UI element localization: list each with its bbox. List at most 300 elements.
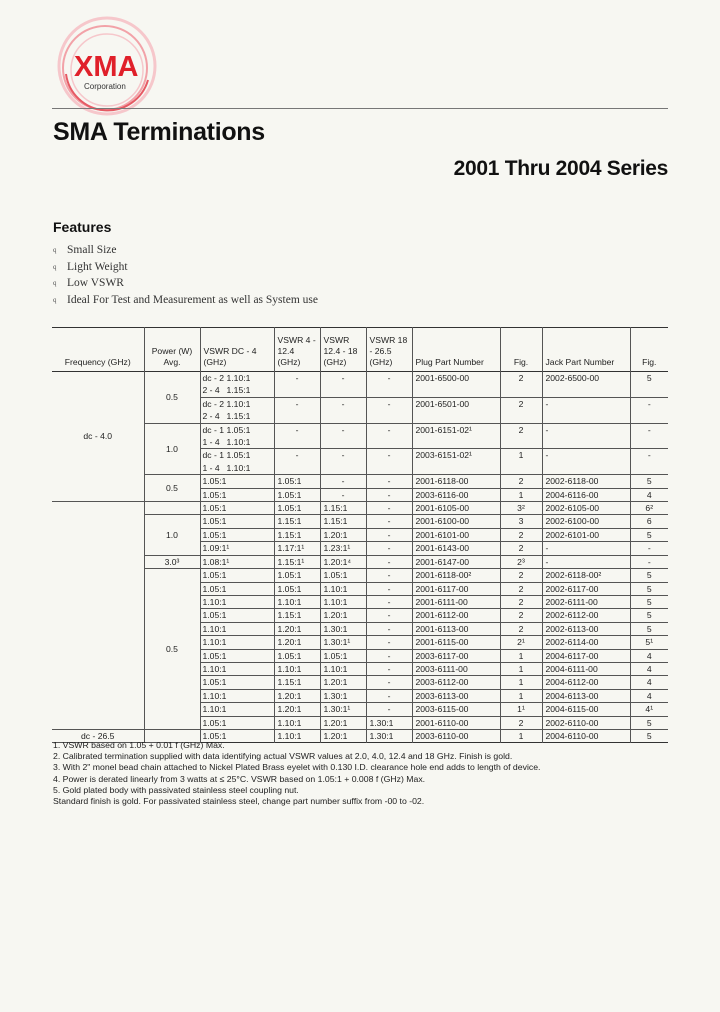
vswr-18-265-cell: 1.30:1 bbox=[366, 729, 412, 742]
footnote: 3. With 2" monel bead chain attached to Nickel Plated Brass eyelet with 0.130 I.D. clearance hole end adds to length of device. bbox=[53, 762, 541, 773]
table-row bbox=[52, 555, 668, 568]
vswr-dc4-range: 1.10:1 bbox=[202, 623, 227, 634]
vswr-dc4-cell bbox=[200, 703, 274, 716]
vswr-dc4-cell bbox=[200, 502, 274, 515]
jack-fig-cell bbox=[630, 436, 668, 449]
jack-fig-cell: 4 bbox=[646, 650, 652, 661]
jack-part-cell: 2002-6114-00 bbox=[542, 636, 630, 649]
vswr-dc4-value: 1.10:1 bbox=[226, 398, 251, 409]
vswr-18-265-cell: - bbox=[366, 689, 412, 702]
vswr-dc4-cell bbox=[200, 515, 274, 528]
col-vswr-124-18: VSWR 12.4 - 18 (GHz) bbox=[320, 328, 366, 372]
jack-part-cell bbox=[542, 384, 630, 397]
vswr-dc4-cell bbox=[200, 662, 274, 675]
jack-fig-cell: 5¹ bbox=[645, 637, 654, 648]
vswr-dc4-value: 1.10:1 bbox=[226, 462, 251, 473]
plug-fig-cell: 1 bbox=[500, 488, 542, 501]
vswr-18-265-cell: 1.30:1 bbox=[366, 716, 412, 729]
col-fig-jack: Fig. bbox=[642, 357, 657, 367]
plug-fig-cell bbox=[500, 384, 542, 397]
vswr-124-18-cell: - bbox=[320, 488, 366, 501]
jack-fig-cell: 5 bbox=[646, 596, 652, 607]
plug-part-cell: 2003-6110-00 bbox=[412, 729, 500, 742]
logo-wordmark: XMA bbox=[74, 51, 139, 83]
vswr-dc4-range: 1.05:1 bbox=[202, 583, 227, 594]
bullet-icon: q bbox=[53, 262, 57, 271]
footnote: 2. Calibrated termination supplied with data identifying actual VSWR values at 2.0, 4.0, 12.4 and 18 GHz. Finish is gold. bbox=[53, 751, 513, 762]
jack-fig-cell: 5 bbox=[646, 570, 652, 581]
jack-fig-cell: 5 bbox=[646, 373, 652, 383]
vswr-4-124-cell: - bbox=[274, 397, 320, 410]
jack-fig-cell: - bbox=[647, 450, 651, 461]
vswr-124-18-cell bbox=[320, 410, 366, 423]
col-jack: Jack Part Number bbox=[542, 328, 630, 372]
vswr-dc4-range: 1.05:1 bbox=[202, 489, 227, 500]
jack-fig-cell: 5 bbox=[646, 583, 652, 594]
vswr-124-18-cell: - bbox=[320, 397, 366, 410]
vswr-dc4-range: 1 - 4 bbox=[202, 462, 220, 473]
vswr-4-124-cell: 1.20:1 bbox=[274, 622, 320, 635]
vswr-18-265-cell: - bbox=[366, 488, 412, 501]
vswr-dc4-range: 1.05:1 bbox=[202, 503, 227, 514]
jack-fig-cell: 5 bbox=[646, 623, 652, 634]
vswr-18-265-cell: - bbox=[366, 595, 412, 608]
plug-part-cell: 2001-6143-00 bbox=[412, 542, 500, 555]
jack-fig-cell: - bbox=[647, 424, 651, 435]
plug-part-cell: 2001-6111-00 bbox=[412, 595, 500, 608]
vswr-dc4-range: 2 - 4 bbox=[202, 411, 220, 422]
plug-part-cell bbox=[412, 410, 500, 423]
vswr-4-124-cell: 1.05:1 bbox=[274, 488, 320, 501]
vswr-dc4-cell bbox=[200, 384, 274, 397]
jack-part-cell: 2004-6111-00 bbox=[542, 662, 630, 675]
vswr-18-265-cell: - bbox=[366, 449, 412, 462]
plug-part-cell: 2001-6501-00 bbox=[412, 397, 500, 410]
vswr-4-124-cell: 1.20:1 bbox=[274, 689, 320, 702]
footnote: 5. Gold plated body with passivated stainless steel coupling nut. bbox=[53, 784, 299, 795]
plug-part-cell: 2003-6111-00 bbox=[412, 662, 500, 675]
vswr-4-124-cell: 1.10:1 bbox=[274, 716, 320, 729]
jack-fig-cell: 6² bbox=[645, 503, 654, 514]
vswr-124-18-cell bbox=[320, 384, 366, 397]
plug-part-cell: 2003-6113-00 bbox=[412, 689, 500, 702]
vswr-4-124-cell: 1.10:1 bbox=[274, 595, 320, 608]
vswr-dc4-range: 1.05:1 bbox=[202, 516, 227, 527]
plug-part-cell: 2001-6110-00 bbox=[412, 716, 500, 729]
vswr-dc4-value: 1.10:1 bbox=[226, 373, 251, 383]
vswr-4-124-cell: 1.05:1 bbox=[274, 649, 320, 662]
vswr-dc4-range: 2 - 4 bbox=[202, 385, 220, 396]
jack-part-cell: 2004-6116-00 bbox=[542, 488, 630, 501]
vswr-dc4-range: 1.10:1 bbox=[202, 690, 227, 701]
features-list bbox=[53, 242, 318, 309]
vswr-dc4-value: 1.05:1 bbox=[226, 424, 251, 435]
power-cell: 0.5 bbox=[144, 372, 200, 424]
vswr-dc4-cell bbox=[200, 449, 274, 462]
vswr-124-18-cell: 1.05:1 bbox=[320, 569, 366, 582]
power-cell: 0.5 bbox=[144, 569, 200, 730]
vswr-dc4-cell bbox=[200, 397, 274, 410]
col-plug: Plug Part Number bbox=[412, 328, 500, 372]
vswr-18-265-cell: - bbox=[366, 703, 412, 716]
vswr-dc4-range: 1.05:1 bbox=[202, 677, 227, 688]
vswr-dc4-range: dc - 2 bbox=[202, 398, 224, 409]
vswr-4-124-cell: 1.05:1 bbox=[274, 475, 320, 488]
jack-part-cell: - bbox=[542, 542, 630, 555]
power-cell: 1.0 bbox=[144, 515, 200, 555]
vswr-124-18-cell: 1.15:1 bbox=[320, 515, 366, 528]
jack-part-cell: 2002-6101-00 bbox=[542, 528, 630, 541]
page-title: SMA Terminations bbox=[53, 118, 265, 146]
vswr-dc4-value: 1.15:1 bbox=[226, 411, 251, 422]
plug-part-cell: 2001-6113-00 bbox=[412, 622, 500, 635]
power-cell: 3.0³ bbox=[144, 555, 200, 568]
spec-table bbox=[52, 327, 668, 743]
vswr-18-265-cell: - bbox=[366, 622, 412, 635]
vswr-4-124-cell: 1.15:1 bbox=[274, 528, 320, 541]
jack-fig-cell: 4 bbox=[646, 677, 652, 688]
jack-part-cell: - bbox=[542, 423, 630, 436]
plug-fig-cell: 1 bbox=[500, 662, 542, 675]
vswr-dc4-cell bbox=[200, 676, 274, 689]
plug-fig-cell: 2 bbox=[500, 397, 542, 410]
vswr-4-124-cell: 1.15:1 bbox=[274, 515, 320, 528]
feature-item: q Low VSWR bbox=[53, 275, 318, 292]
vswr-124-18-cell: 1.20:1 bbox=[320, 609, 366, 622]
vswr-124-18-cell: 1.10:1 bbox=[320, 582, 366, 595]
jack-part-cell: 2004-6115-00 bbox=[542, 703, 630, 716]
title-rule bbox=[52, 108, 668, 109]
col-frequency: Frequency (GHz) bbox=[52, 328, 144, 372]
plug-part-cell: 2001-6118-00 bbox=[412, 475, 500, 488]
vswr-4-124-cell bbox=[274, 384, 320, 397]
power-cell: 0.5 bbox=[144, 475, 200, 502]
vswr-124-18-cell: 1.20:1 bbox=[320, 716, 366, 729]
vswr-4-124-cell: 1.05:1 bbox=[274, 582, 320, 595]
jack-fig-cell: 5 bbox=[646, 730, 652, 741]
col-vswr-dc4: VSWR DC - 4 (GHz) bbox=[200, 328, 274, 372]
vswr-18-265-cell: - bbox=[366, 662, 412, 675]
vswr-18-265-cell: - bbox=[366, 502, 412, 515]
jack-part-cell bbox=[542, 462, 630, 475]
plug-part-cell bbox=[412, 436, 500, 449]
logo-tagline: Corporation bbox=[84, 82, 126, 91]
jack-part-cell: 2004-6112-00 bbox=[542, 676, 630, 689]
jack-part-cell: 2002-6500-00 bbox=[542, 372, 630, 385]
jack-part-cell bbox=[542, 410, 630, 423]
vswr-dc4-cell bbox=[200, 423, 274, 436]
vswr-124-18-cell: 1.20:1 bbox=[320, 528, 366, 541]
frequency-cell: dc - 4.0 bbox=[52, 372, 144, 502]
vswr-18-265-cell bbox=[366, 410, 412, 423]
vswr-dc4-cell bbox=[200, 410, 274, 423]
plug-part-cell: 2003-6116-00 bbox=[412, 488, 500, 501]
plug-fig-cell: 3² bbox=[500, 502, 542, 515]
vswr-dc4-range: 1.08:1¹ bbox=[202, 556, 230, 567]
vswr-dc4-range: 1 - 4 bbox=[202, 437, 220, 448]
vswr-18-265-cell: - bbox=[366, 569, 412, 582]
table-row bbox=[52, 475, 668, 488]
vswr-124-18-cell: - bbox=[320, 475, 366, 488]
table-row bbox=[52, 372, 668, 385]
vswr-dc4-range: dc - 1 bbox=[202, 424, 224, 435]
jack-fig-cell: 4 bbox=[646, 489, 652, 500]
vswr-4-124-cell: 1.05:1 bbox=[274, 569, 320, 582]
vswr-4-124-cell: - bbox=[274, 372, 320, 385]
vswr-dc4-range: 1.05:1 bbox=[202, 610, 227, 621]
vswr-4-124-cell: 1.15:1 bbox=[274, 676, 320, 689]
vswr-dc4-cell bbox=[200, 436, 274, 449]
vswr-18-265-cell: - bbox=[366, 582, 412, 595]
bullet-icon: q bbox=[53, 279, 57, 288]
plug-fig-cell: 3 bbox=[500, 515, 542, 528]
footnote: Standard finish is gold. For passivated stainless steel, change part number suffix from -00 to -02. bbox=[53, 795, 425, 806]
plug-part-cell: 2003-6117-00 bbox=[412, 649, 500, 662]
vswr-124-18-cell: 1.20:1⁴ bbox=[320, 555, 366, 568]
feature-item: q Small Size bbox=[53, 242, 318, 259]
vswr-dc4-cell bbox=[200, 609, 274, 622]
col-power: Power (W) Avg. bbox=[144, 328, 200, 372]
vswr-dc4-cell bbox=[200, 569, 274, 582]
plug-part-cell: 2003-6151-02¹ bbox=[412, 449, 500, 462]
vswr-4-124-cell: - bbox=[274, 423, 320, 436]
jack-fig-cell: - bbox=[647, 398, 651, 409]
feature-item: q Light Weight bbox=[53, 259, 318, 276]
plug-fig-cell: 1¹ bbox=[500, 703, 542, 716]
vswr-124-18-cell: 1.23:1¹ bbox=[320, 542, 366, 555]
vswr-dc4-cell bbox=[200, 595, 274, 608]
vswr-4-124-cell: 1.20:1 bbox=[274, 636, 320, 649]
vswr-dc4-cell bbox=[200, 488, 274, 501]
footnote: 4. Power is derated linearly from 3 watts at ≤ 25°C. VSWR based on 1.05:1 + 0.008 f (GHz) Max. bbox=[53, 773, 426, 784]
plug-fig-cell: 2 bbox=[500, 609, 542, 622]
jack-part-cell: 2002-6113-00 bbox=[542, 622, 630, 635]
plug-fig-cell: 2³ bbox=[500, 555, 542, 568]
vswr-dc4-range: 1.10:1 bbox=[202, 596, 227, 607]
vswr-18-265-cell: - bbox=[366, 636, 412, 649]
plug-fig-cell: 1 bbox=[500, 729, 542, 742]
vswr-4-124-cell bbox=[274, 410, 320, 423]
plug-fig-cell: 2 bbox=[500, 595, 542, 608]
jack-part-cell: 2002-6118-00 bbox=[542, 475, 630, 488]
plug-fig-cell bbox=[500, 462, 542, 475]
jack-part-cell: 2002-6100-00 bbox=[542, 515, 630, 528]
plug-fig-cell: 2 bbox=[500, 528, 542, 541]
footnote: 1. VSWR based on 1.05 + 0.01 f (GHz) Max. bbox=[53, 740, 225, 750]
vswr-18-265-cell: - bbox=[366, 475, 412, 488]
vswr-4-124-cell: 1.15:1 bbox=[274, 609, 320, 622]
jack-fig-cell bbox=[630, 462, 668, 475]
vswr-dc4-range: 1.09:1¹ bbox=[202, 543, 230, 554]
jack-part-cell: 2002-6118-00² bbox=[542, 569, 630, 582]
vswr-124-18-cell: 1.05:1 bbox=[320, 649, 366, 662]
vswr-dc4-range: 1.10:1 bbox=[202, 704, 227, 715]
vswr-4-124-cell: 1.17:1¹ bbox=[274, 542, 320, 555]
vswr-18-265-cell: - bbox=[366, 423, 412, 436]
plug-part-cell: 2001-6105-00 bbox=[412, 502, 500, 515]
vswr-4-124-cell: 1.10:1 bbox=[274, 729, 320, 742]
col-vswr-18-265: VSWR 18 - 26.5 (GHz) bbox=[366, 328, 412, 372]
jack-part-cell: 2002-6105-00 bbox=[542, 502, 630, 515]
vswr-124-18-cell: - bbox=[320, 449, 366, 462]
jack-fig-cell bbox=[630, 384, 668, 397]
jack-part-cell bbox=[542, 436, 630, 449]
vswr-dc4-cell bbox=[200, 649, 274, 662]
plug-fig-cell: 2 bbox=[500, 622, 542, 635]
plug-fig-cell: 2 bbox=[500, 423, 542, 436]
vswr-dc4-cell bbox=[200, 582, 274, 595]
vswr-18-265-cell: - bbox=[366, 676, 412, 689]
plug-part-cell: 2001-6151-02¹ bbox=[412, 423, 500, 436]
vswr-dc4-range: 1.10:1 bbox=[202, 663, 227, 674]
plug-fig-cell: 2 bbox=[500, 569, 542, 582]
jack-part-cell: 2002-6110-00 bbox=[542, 716, 630, 729]
vswr-4-124-cell: 1.05:1 bbox=[274, 502, 320, 515]
plug-fig-cell: 2 bbox=[500, 372, 542, 385]
vswr-dc4-range: 1.10:1 bbox=[202, 637, 227, 648]
plug-part-cell: 2001-6112-00 bbox=[412, 609, 500, 622]
plug-fig-cell: 1 bbox=[500, 676, 542, 689]
vswr-dc4-range: 1.05:1 bbox=[202, 529, 227, 540]
vswr-18-265-cell: - bbox=[366, 397, 412, 410]
vswr-18-265-cell bbox=[366, 436, 412, 449]
vswr-4-124-cell: 1.15:1¹ bbox=[274, 555, 320, 568]
vswr-4-124-cell: - bbox=[274, 449, 320, 462]
plug-fig-cell bbox=[500, 410, 542, 423]
plug-part-cell: 2003-6112-00 bbox=[412, 676, 500, 689]
vswr-dc4-range: 1.05:1 bbox=[202, 717, 227, 728]
vswr-124-18-cell: 1.30:1 bbox=[320, 689, 366, 702]
vswr-dc4-value: 1.15:1 bbox=[226, 385, 251, 396]
vswr-124-18-cell: - bbox=[320, 423, 366, 436]
plug-part-cell: 2003-6115-00 bbox=[412, 703, 500, 716]
vswr-dc4-range: 1.05:1 bbox=[202, 730, 227, 741]
vswr-124-18-cell bbox=[320, 436, 366, 449]
table-row bbox=[52, 515, 668, 528]
vswr-18-265-cell: - bbox=[366, 372, 412, 385]
vswr-124-18-cell bbox=[320, 462, 366, 475]
table-body bbox=[52, 372, 668, 743]
vswr-124-18-cell: - bbox=[320, 372, 366, 385]
vswr-dc4-cell bbox=[200, 372, 274, 385]
vswr-124-18-cell: 1.20:1 bbox=[320, 729, 366, 742]
jack-fig-cell: 4 bbox=[646, 663, 652, 674]
vswr-dc4-range: dc - 1 bbox=[202, 450, 224, 461]
vswr-124-18-cell: 1.30:1¹ bbox=[320, 703, 366, 716]
plug-part-cell: 2001-6100-00 bbox=[412, 515, 500, 528]
plug-part-cell: 2001-6115-00 bbox=[412, 636, 500, 649]
feature-item: q Ideal For Test and Measurement as well as System use bbox=[53, 292, 318, 309]
vswr-dc4-range: 1.05:1 bbox=[202, 650, 227, 661]
plug-part-cell: 2001-6101-00 bbox=[412, 528, 500, 541]
jack-part-cell: - bbox=[542, 397, 630, 410]
plug-fig-cell: 2 bbox=[500, 475, 542, 488]
vswr-dc4-range: 1.05:1 bbox=[202, 570, 227, 581]
vswr-124-18-cell: 1.15:1 bbox=[320, 502, 366, 515]
plug-fig-cell: 1 bbox=[500, 449, 542, 462]
jack-fig-cell: 4¹ bbox=[645, 704, 654, 715]
table-row bbox=[52, 423, 668, 436]
plug-part-cell: 2001-6117-00 bbox=[412, 582, 500, 595]
vswr-dc4-cell bbox=[200, 462, 274, 475]
table-row bbox=[52, 569, 668, 582]
jack-part-cell: 2002-6112-00 bbox=[542, 609, 630, 622]
jack-part-cell: 2004-6110-00 bbox=[542, 729, 630, 742]
plug-part-cell: 2001-6118-00² bbox=[412, 569, 500, 582]
jack-fig-cell: - bbox=[647, 543, 651, 554]
col-vswr-4-124: VSWR 4 - 12.4 (GHz) bbox=[274, 328, 320, 372]
table-row bbox=[52, 502, 668, 515]
frequency-cell: dc - 26.5 bbox=[52, 729, 144, 742]
vswr-18-265-cell: - bbox=[366, 528, 412, 541]
bullet-icon: q bbox=[53, 246, 57, 254]
vswr-124-18-cell: 1.30:1¹ bbox=[320, 636, 366, 649]
vswr-18-265-cell bbox=[366, 462, 412, 475]
jack-part-cell: 2004-6113-00 bbox=[542, 689, 630, 702]
series-subtitle: 2001 Thru 2004 Series bbox=[453, 157, 668, 180]
jack-part-cell: - bbox=[542, 449, 630, 462]
vswr-124-18-cell: 1.30:1 bbox=[320, 622, 366, 635]
vswr-dc4-cell bbox=[200, 542, 274, 555]
vswr-18-265-cell: - bbox=[366, 609, 412, 622]
vswr-dc4-cell bbox=[200, 555, 274, 568]
plug-fig-cell bbox=[500, 436, 542, 449]
vswr-18-265-cell: - bbox=[366, 649, 412, 662]
plug-part-cell: 2001-6500-00 bbox=[412, 372, 500, 385]
plug-part-cell: 2001-6147-00 bbox=[412, 555, 500, 568]
vswr-dc4-cell bbox=[200, 622, 274, 635]
vswr-124-18-cell: 1.10:1 bbox=[320, 595, 366, 608]
vswr-124-18-cell: 1.20:1 bbox=[320, 676, 366, 689]
plug-part-cell bbox=[412, 462, 500, 475]
vswr-18-265-cell: - bbox=[366, 515, 412, 528]
jack-part-cell: 2002-6117-00 bbox=[542, 582, 630, 595]
vswr-4-124-cell bbox=[274, 462, 320, 475]
jack-fig-cell: 5 bbox=[646, 529, 652, 540]
vswr-dc4-value: 1.10:1 bbox=[226, 437, 251, 448]
jack-part-cell: - bbox=[542, 555, 630, 568]
vswr-dc4-cell bbox=[200, 528, 274, 541]
vswr-dc4-cell bbox=[200, 689, 274, 702]
jack-fig-cell: - bbox=[647, 556, 651, 567]
bullet-icon: q bbox=[53, 296, 57, 305]
vswr-18-265-cell: - bbox=[366, 542, 412, 555]
vswr-4-124-cell: 1.10:1 bbox=[274, 662, 320, 675]
plug-fig-cell: 1 bbox=[500, 649, 542, 662]
vswr-dc4-range: 1.05:1 bbox=[202, 476, 227, 487]
vswr-dc4-value: 1.05:1 bbox=[226, 450, 251, 461]
vswr-18-265-cell: - bbox=[366, 555, 412, 568]
footnotes bbox=[53, 740, 540, 807]
col-fig-plug: Fig. bbox=[500, 328, 542, 372]
jack-fig-cell: 5 bbox=[646, 476, 652, 487]
power-cell: 1.0 bbox=[144, 423, 200, 475]
vswr-dc4-range: dc - 2 bbox=[202, 373, 224, 383]
jack-fig-cell: 5 bbox=[646, 717, 652, 728]
vswr-dc4-cell bbox=[200, 716, 274, 729]
vswr-18-265-cell bbox=[366, 384, 412, 397]
jack-part-cell: 2002-6111-00 bbox=[542, 595, 630, 608]
jack-fig-cell bbox=[630, 410, 668, 423]
vswr-124-18-cell: 1.10:1 bbox=[320, 662, 366, 675]
plug-fig-cell: 2 bbox=[500, 716, 542, 729]
vswr-4-124-cell bbox=[274, 436, 320, 449]
frequency-cell bbox=[52, 502, 144, 730]
vswr-4-124-cell: 1.20:1 bbox=[274, 703, 320, 716]
plug-fig-cell: 2¹ bbox=[500, 636, 542, 649]
plug-fig-cell: 2 bbox=[500, 582, 542, 595]
features-heading: Features bbox=[53, 219, 112, 235]
